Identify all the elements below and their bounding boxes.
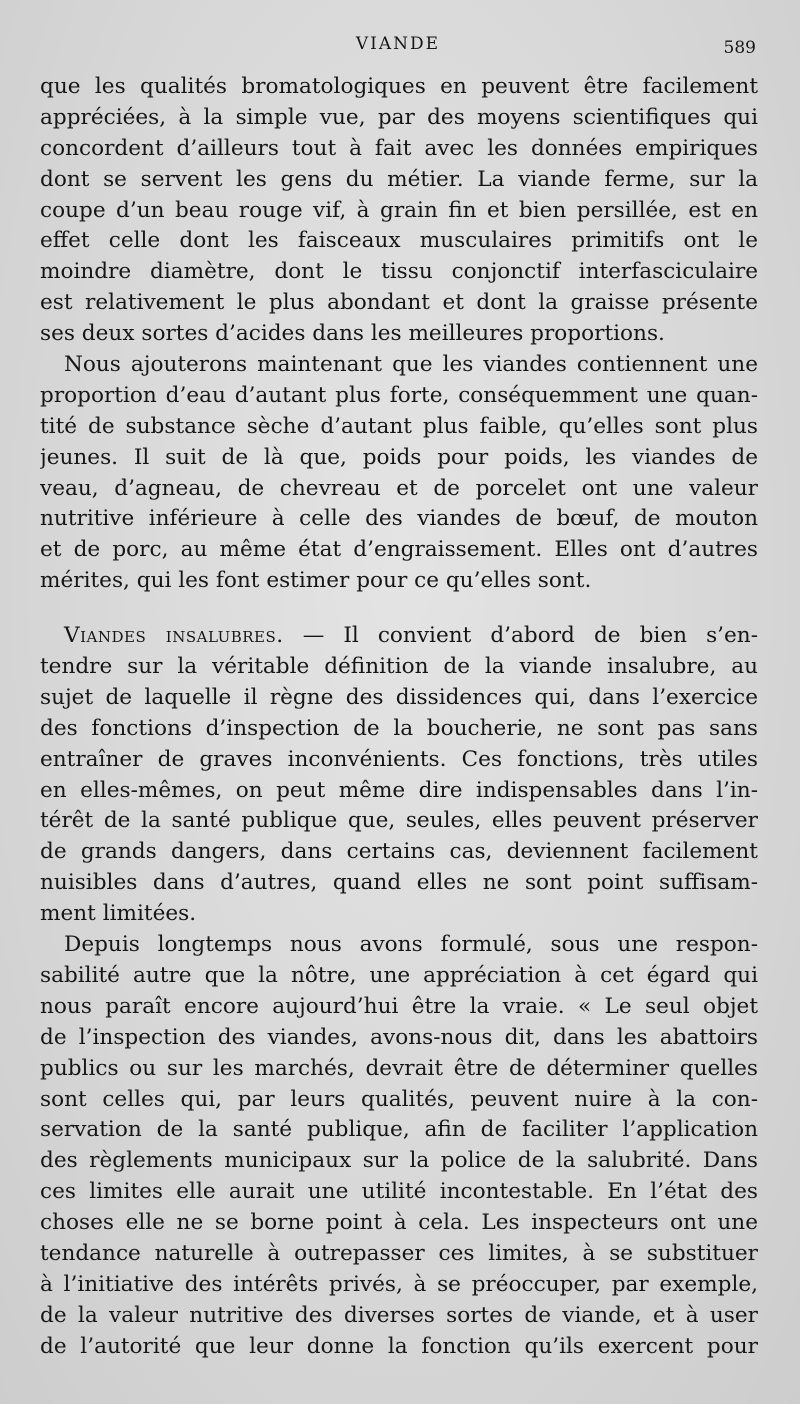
text-line: à l’initiative des intérêts privés, à se préoccuper, par exemple, — [40, 1271, 758, 1297]
text-line: dont se servent les gens du métier. La viande ferme, sur la — [40, 166, 758, 192]
body-text — [40, 72, 758, 1363]
text-line: de la valeur nutritive des diverses sortes de viande, et à user — [40, 1302, 758, 1328]
text-line: nutritive inférieure à celle des viandes de bœuf, de mouton — [40, 506, 758, 532]
text-line: de grands dangers, dans certains cas, deviennent facilement — [40, 839, 758, 865]
text-line: proportion d’eau d’autant plus forte, conséquemment une quan- — [40, 382, 758, 408]
text-line: servation de la santé publique, afin de faciliter l’application — [40, 1117, 758, 1143]
text-line: des règlements municipaux sur la police de la salubrité. Dans — [40, 1148, 758, 1174]
text-line: nuisibles dans d’autres, quand elles ne sont point suffisam- — [40, 870, 758, 896]
text-line: mérites, qui les font estimer pour ce qu’elles sont. — [40, 568, 592, 594]
text-line: nous paraît encore aujourd’hui être la vraie. « Le seul objet — [40, 993, 758, 1019]
text-line: térêt de la santé publique que, seules, elles peuvent préserver — [40, 808, 758, 834]
text-line: effet celle dont les faisceaux musculaires primitifs ont le — [40, 228, 758, 254]
text-line: coupe d’un beau rouge vif, à grain fin et bien persillée, est en — [40, 197, 758, 223]
text-line: tendre sur la véritable définition de la viande insalubre, au — [40, 654, 758, 680]
text-line: Depuis longtemps nous avons formulé, sous une respon- — [64, 932, 758, 958]
heading-line-rest: — Il convient d’abord de bien s’en- — [283, 623, 758, 649]
text-line: ses deux sortes d’acides dans les meilleures proportions. — [40, 321, 665, 347]
text-line: moindre diamètre, dont le tissu conjonctif interfasciculaire — [40, 259, 758, 285]
text-line: jeunes. Il suit de là que, poids pour poids, les viandes de — [40, 444, 758, 470]
text-line: et de porc, au même état d’engraissement. Elles ont d’autres — [40, 537, 758, 563]
text-line: sont celles qui, par leurs qualités, peuvent nuire à la con- — [40, 1086, 758, 1112]
section-gap — [40, 597, 758, 621]
text-line: est relativement le plus abondant et dont la graisse présente — [40, 290, 758, 316]
text-line: concordent d’ailleurs tout à fait avec les données empiriques — [40, 135, 758, 161]
text-line: sujet de laquelle il règne des dissidences qui, dans l’exercice — [40, 684, 758, 710]
text-line: Nous ajouterons maintenant que les viandes contiennent une — [64, 352, 758, 378]
text-line: de l’inspection des viandes, avons-nous dit, dans les abattoirs — [40, 1024, 758, 1050]
text-line: veau, d’agneau, de chevreau et de porcelet ont une valeur — [40, 475, 758, 501]
paragraph-inspection-objective — [40, 930, 758, 1362]
text-line: de l’autorité que leur donne la fonction qu’ils exercent pour — [40, 1333, 758, 1359]
text-line: ment limitées. — [40, 901, 197, 927]
text-line: entraîner de graves inconvénients. Ces fonctions, très utiles — [40, 746, 758, 772]
text-line: tité de substance sèche d’autant plus faible, qu’elles sont plus — [40, 413, 758, 439]
text-line: que les qualités bromatologiques en peuvent être facilement — [40, 74, 758, 99]
text-line: appréciées, à la simple vue, par des moyens scientifiques qui — [40, 104, 758, 130]
text-line: ces limites elle aurait une utilité incontestable. En l’état des — [40, 1179, 758, 1205]
running-title: VIANDE — [355, 34, 441, 54]
page-number: 589 — [723, 38, 756, 58]
text-line — [40, 621, 758, 652]
section-viandes-insalubres — [40, 621, 758, 930]
paragraph-water-content — [40, 350, 758, 597]
text-line: tendance naturelle à outrepasser ces limites, à se substituer — [40, 1240, 758, 1266]
text-line: choses elle ne se borne point à cela. Les inspecteurs ont une — [40, 1210, 758, 1236]
paragraph-bromatological-qualities — [40, 72, 758, 350]
text-line: sabilité autre que la nôtre, une appréciation à cet égard qui — [40, 962, 758, 988]
text-line: publics ou sur les marchés, devrait être de déterminer quelles — [40, 1055, 758, 1081]
text-line: en elles-mêmes, on peut même dire indispensables dans l’in- — [40, 777, 758, 803]
running-head — [40, 34, 756, 60]
section-heading: Viandes insalubres. — [64, 623, 284, 649]
text-line: des fonctions d’inspection de la boucherie, ne sont pas sans — [40, 715, 758, 741]
